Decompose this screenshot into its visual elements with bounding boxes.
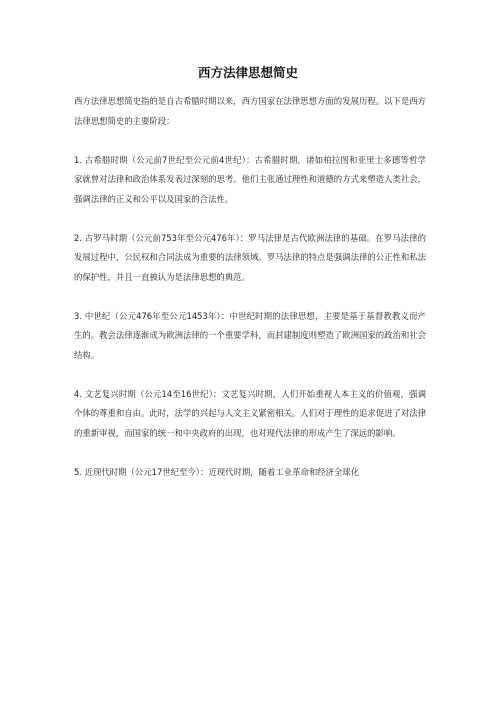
document-title: 西方法律思想简史 bbox=[197, 65, 298, 80]
paragraph-renaissance: 4. 文艺复兴时期（公元14至16世纪）：文艺复兴时期，人们开始重视人本主义的价值观，强调个体的尊重和自由。此时，法学的兴起与人文主义紧密相关。人们对于理性的追求促进了对法律的重新审视，而国家的统一和中央政府的出现，也对现代法律的形成产生了深远的影响。 bbox=[74, 388, 426, 438]
intro-paragraph: 西方法律思想简史指的是自古希腊时期以来，西方国家在法律思想方面的发展历程。以下是西方法律思想简史的主要阶段： bbox=[74, 96, 426, 126]
paragraph-middle-ages: 3. 中世纪（公元476年至公元1453年）：中世纪时期的法律思想，主要是基于基督教教义而产生的。教会法律逐渐成为欧洲法律的一个重要学科，而封建制度则塑造了欧洲国家的政治和社会结构。 bbox=[74, 310, 426, 360]
paragraph-ancient-rome: 2. 古罗马时期（公元前753年至公元476年）：罗马法律是古代欧洲法律的基础。在罗马法律的发展过程中，公民权和合同法成为重要的法律领域。罗马法律的特点是强调法律的公正性和私法的保护性，并且一直被认为是法律思想的典范。 bbox=[74, 232, 426, 282]
document-body bbox=[74, 92, 426, 502]
paragraph-ancient-greece: 1. 古希腊时期（公元前7世纪至公元前4世纪）：古希腊时期，诸如柏拉图和亚里士多德等哲学家就曾对法律和政治体系发表过深刻的思考。他们主张通过理性和道德的方式来塑造人类社会，强调法律的正义和公平以及国家的合法性。 bbox=[74, 154, 426, 204]
paragraph-modern-era: 5. 近现代时期（公元17世纪至今）：近现代时期，随着工业革命和经济全球化 bbox=[74, 466, 360, 477]
